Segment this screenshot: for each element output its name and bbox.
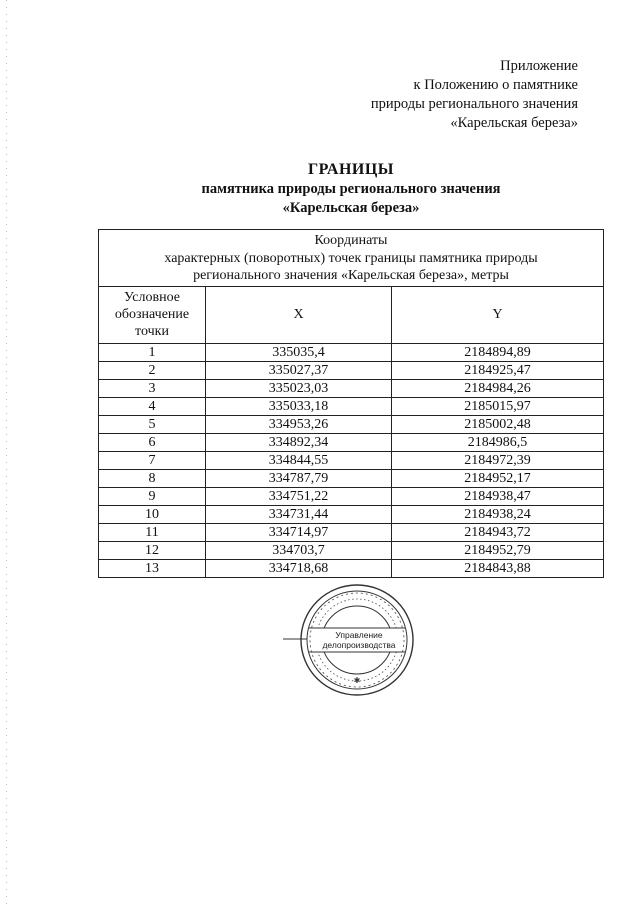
cell-y: 2184938,24 [392, 505, 604, 523]
cell-point: 13 [99, 559, 206, 577]
cell-x: 334714,97 [206, 523, 392, 541]
cell-y: 2184984,26 [392, 379, 604, 397]
cell-y: 2184925,47 [392, 361, 604, 379]
stamp-center-line: делопроизводства [322, 640, 396, 650]
appendix-line: «Карельская береза» [450, 115, 578, 131]
table-caption [99, 230, 604, 287]
appendix-line: природы регионального значения [370, 96, 578, 112]
cell-y: 2184986,5 [392, 433, 604, 451]
column-header-point [99, 286, 206, 343]
cell-x: 335035,4 [206, 343, 392, 361]
table-row [99, 361, 604, 379]
cell-y: 2184952,79 [392, 541, 604, 559]
cell-point: 10 [99, 505, 206, 523]
cell-point: 9 [99, 487, 206, 505]
column-header-x: X [206, 286, 392, 343]
cell-x: 334751,22 [206, 487, 392, 505]
cell-y: 2184894,89 [392, 343, 604, 361]
cell-point: 8 [99, 469, 206, 487]
table-row [99, 487, 604, 505]
cell-point: 12 [99, 541, 206, 559]
table-row [99, 523, 604, 541]
header-line: обозначение [114, 307, 190, 322]
cell-point: 6 [99, 433, 206, 451]
appendix-line: к Положению о памятнике [413, 77, 578, 93]
cell-y: 2185002,48 [392, 415, 604, 433]
table-row [99, 415, 604, 433]
appendix-reference [371, 57, 578, 133]
official-stamp [283, 584, 431, 702]
column-header-y: Y [392, 286, 604, 343]
cell-y: 2184938,47 [392, 487, 604, 505]
table-row [99, 451, 604, 469]
stamp-center-line: Управление [335, 630, 383, 640]
table-row [99, 505, 604, 523]
caption-line: регионального значения «Карельская береза», метры [193, 268, 509, 283]
cell-point: 7 [99, 451, 206, 469]
cell-x: 334953,26 [206, 415, 392, 433]
cell-point: 5 [99, 415, 206, 433]
cell-y: 2185015,97 [392, 397, 604, 415]
scan-margin-dots [6, 0, 7, 905]
document-title [98, 160, 604, 218]
cell-point: 4 [99, 397, 206, 415]
cell-y: 2184843,88 [392, 559, 604, 577]
coordinates-table [98, 229, 604, 578]
title-subtitle: «Карельская береза» [282, 200, 420, 216]
cell-x: 334703,7 [206, 541, 392, 559]
caption-line: характерных (поворотных) точек границы памятника природы [164, 250, 538, 266]
cell-y: 2184972,39 [392, 451, 604, 469]
table-row [99, 433, 604, 451]
cell-x: 334731,44 [206, 505, 392, 523]
appendix-line: Приложение [500, 58, 578, 74]
table-row [99, 379, 604, 397]
table-header-row [99, 286, 604, 343]
title-subtitle: памятника природы регионального значения [201, 181, 501, 197]
caption-line: Координаты [314, 233, 388, 248]
cell-x: 334892,34 [206, 433, 392, 451]
table-caption-row [99, 230, 604, 287]
cell-x: 334787,79 [206, 469, 392, 487]
table-row [99, 469, 604, 487]
cell-x: 334718,68 [206, 559, 392, 577]
table-row [99, 559, 604, 577]
star-icon: ✱ [353, 676, 361, 685]
cell-point: 2 [99, 361, 206, 379]
cell-point: 3 [99, 379, 206, 397]
cell-point: 11 [99, 523, 206, 541]
cell-x: 335033,18 [206, 397, 392, 415]
cell-point: 1 [99, 343, 206, 361]
header-line: точки [135, 324, 169, 339]
cell-y: 2184952,17 [392, 469, 604, 487]
cell-x: 335023,03 [206, 379, 392, 397]
header-line: Условное [124, 290, 180, 305]
table-row [99, 397, 604, 415]
title-main: ГРАНИЦЫ [307, 161, 394, 178]
cell-x: 335027,37 [206, 361, 392, 379]
table-row [99, 343, 604, 361]
cell-y: 2184943,72 [392, 523, 604, 541]
table-row [99, 541, 604, 559]
cell-x: 334844,55 [206, 451, 392, 469]
